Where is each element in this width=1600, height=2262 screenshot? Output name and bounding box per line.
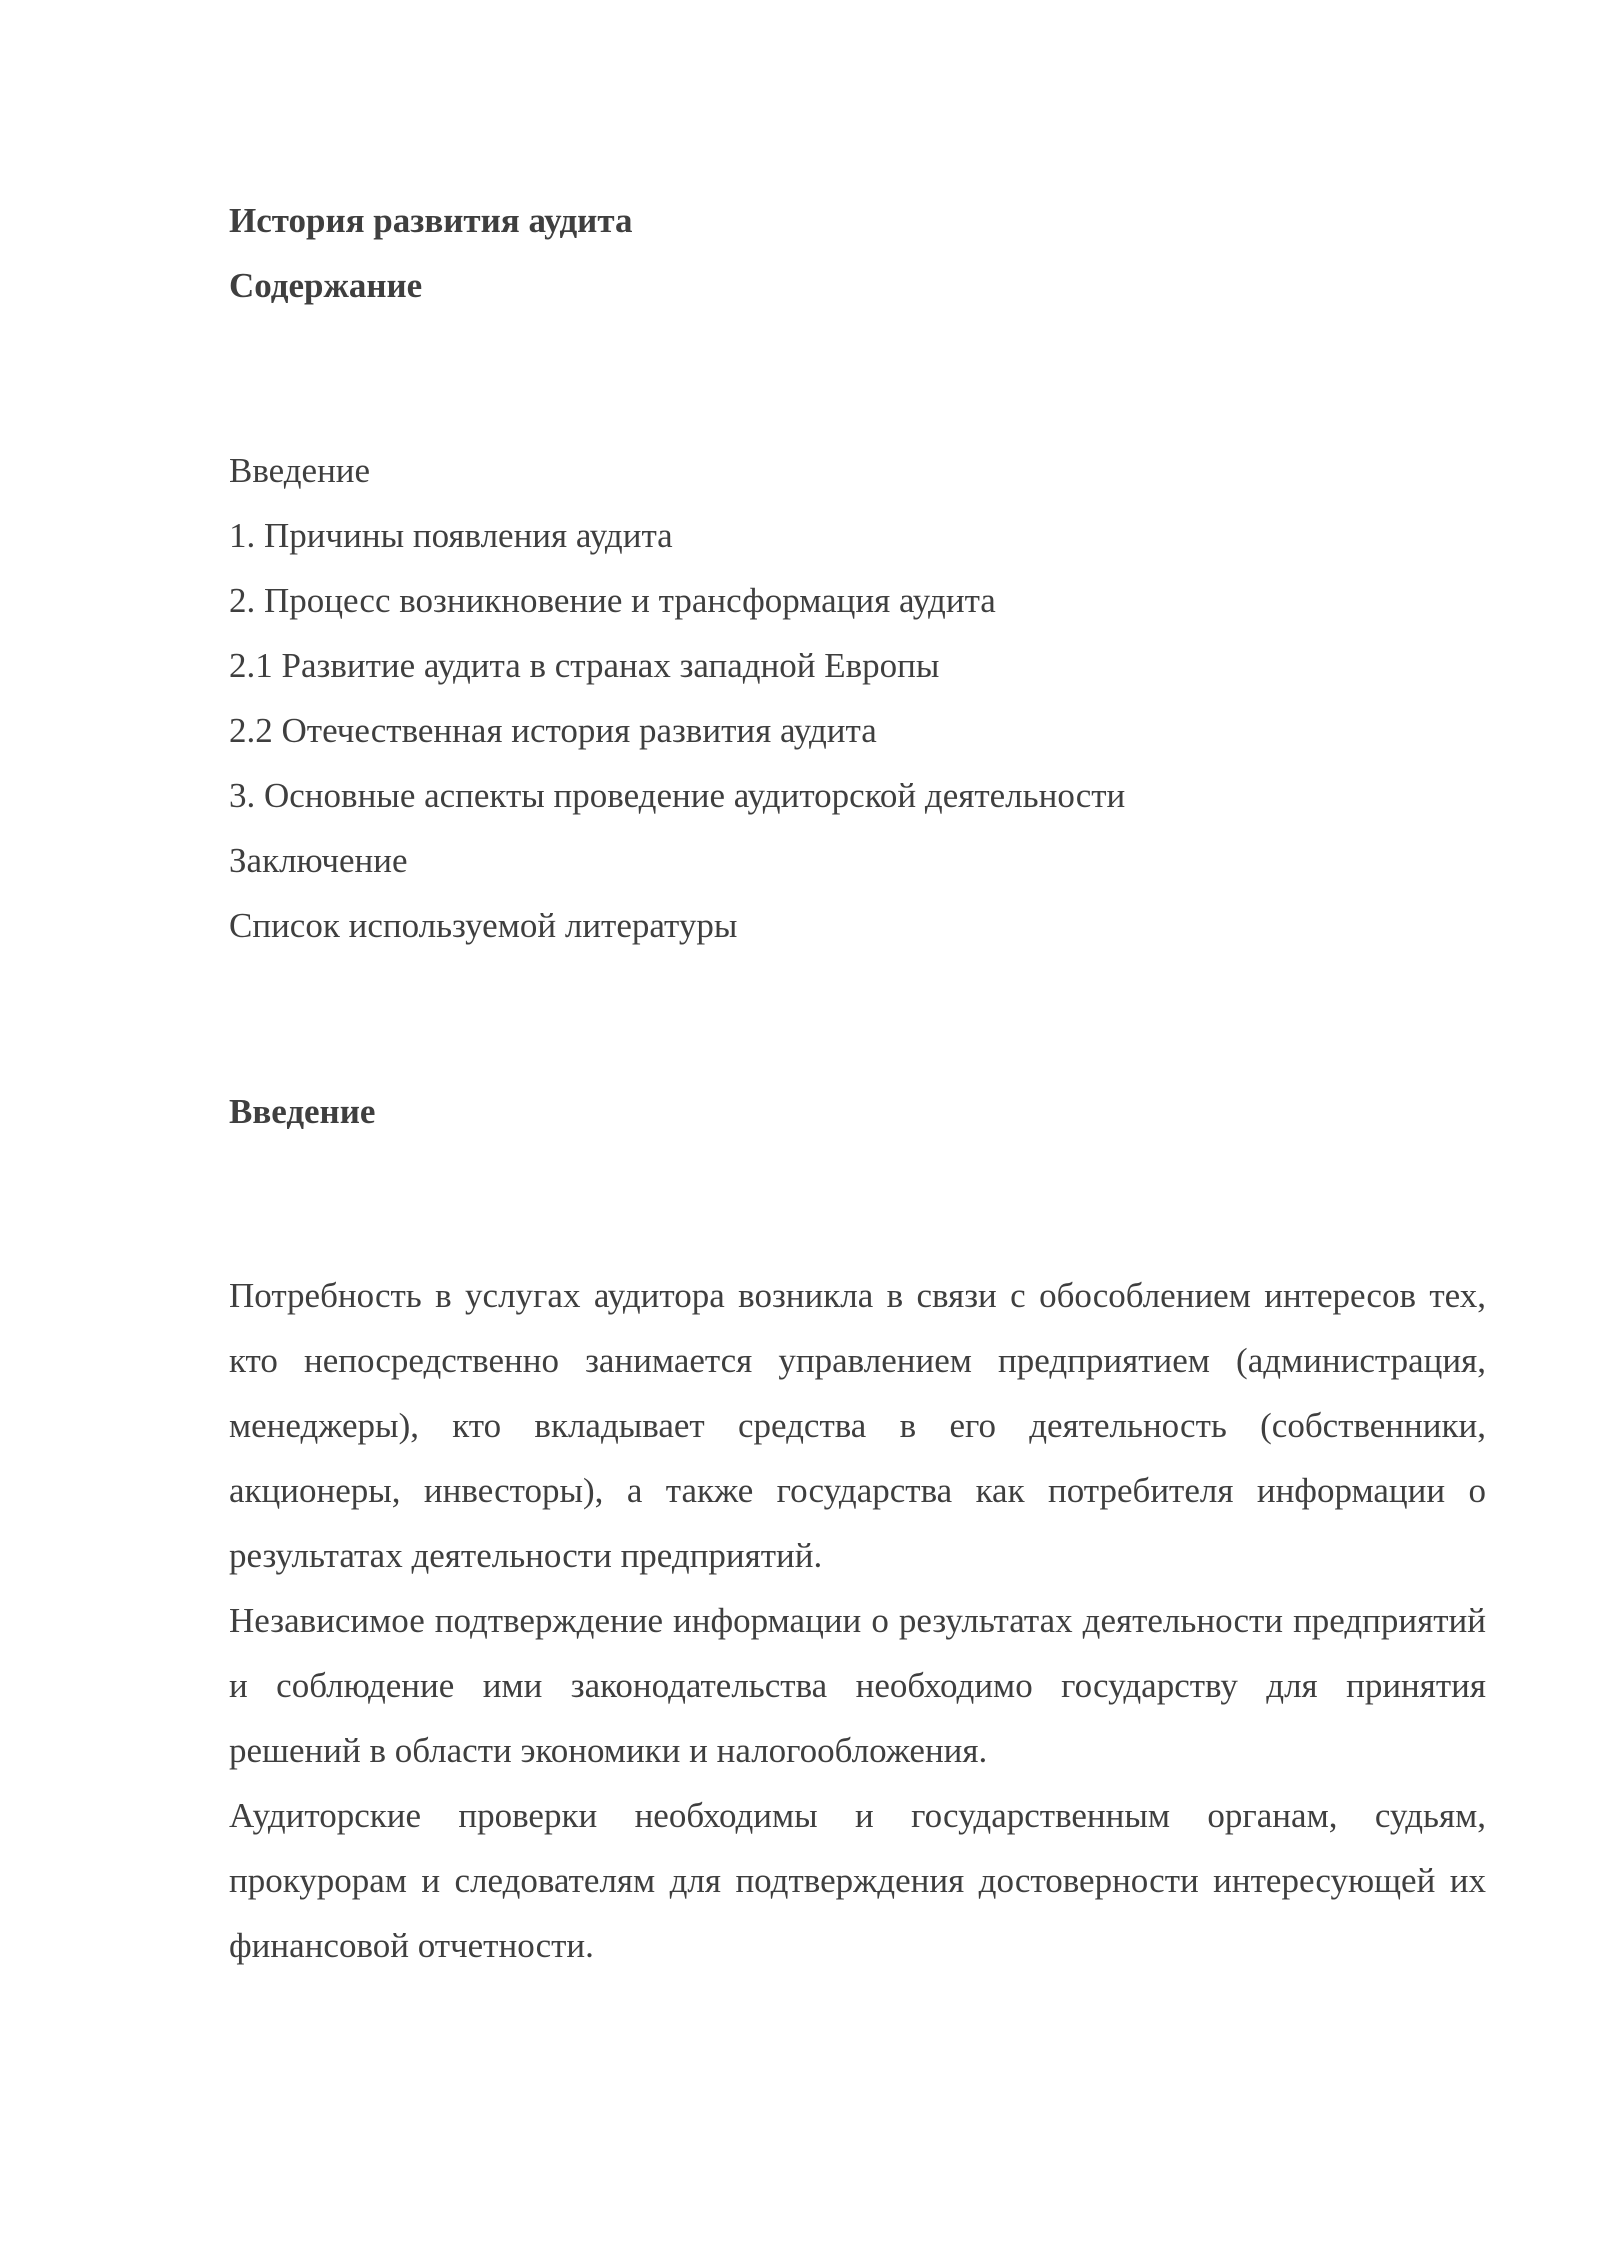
toc-item-section-3: 3. Основные аспекты проведение аудиторской деятельности [229,776,1126,815]
document-content [229,188,1486,1978]
toc-item-section-1: 1. Причины появления аудита [229,516,673,555]
document-title: История развития аудита [229,201,633,240]
table-of-contents [229,438,1486,958]
toc-item-references: Список используемой литературы [229,906,738,945]
toc-item-section-2-1: 2.1 Развитие аудита в странах западной Европы [229,646,940,685]
toc-item-conclusion: Заключение [229,841,408,880]
paragraph: Аудиторские проверки необходимы и государственным органам, судьям, прокурорам и следователям для подтверждения достоверности интересующей их финансовой отчетности. [229,1796,1486,1965]
section-heading-introduction: Введение [229,1092,376,1131]
paragraph: Независимое подтверждение информации о результатах деятельности предприятий и соблюдение ими законодательства необходимо государству для принятия решений в области экономики и налогообложения. [229,1601,1486,1770]
introduction-body [229,1263,1486,1978]
toc-item-section-2-2: 2.2 Отечественная история развития аудита [229,711,877,750]
paragraph: Потребность в услугах аудитора возникла в связи с обособлением интересов тех, кто непосредственно занимается управлением предприятием (администрация, менеджеры), кто вкладывает средства в его деятельность (собственники, акционеры, инвесторы), а также государства как потребителя информации о результатах деятельности предприятий. [229,1276,1486,1575]
toc-item-introduction: Введение [229,451,371,490]
toc-item-section-2: 2. Процесс возникновение и трансформация аудита [229,581,996,620]
contents-heading: Содержание [229,266,423,305]
